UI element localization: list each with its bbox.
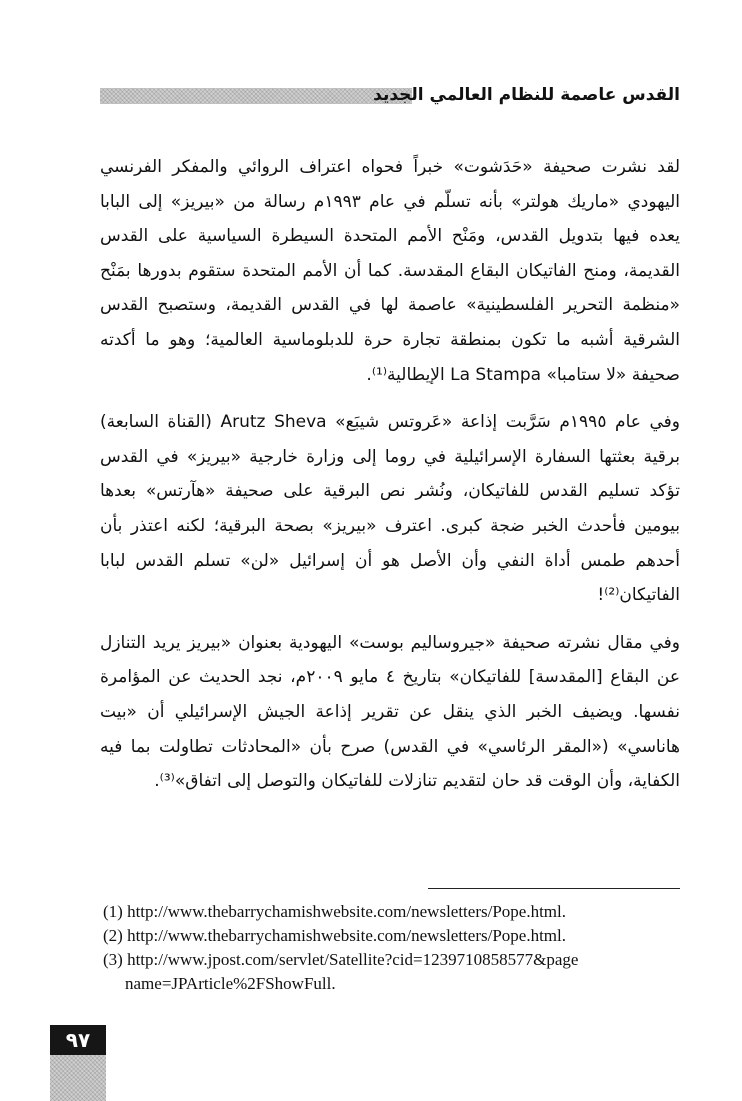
footnote-3-text: (3) http://www.jpost.com/servlet/Satellite?cid=1239710858577&page (103, 950, 579, 969)
body-text (100, 150, 680, 799)
footnote-1 (103, 900, 703, 924)
footnote-3-continuation-text: name=JPArticle%2FShowFull. (125, 974, 336, 993)
footnote-1-text: (1) http://www.thebarrychamishwebsite.com/newsletters/Pope.html. (103, 902, 566, 921)
paragraph-3: وفي مقال نشرته صحيفة «جيروساليم بوست» اليهودية بعنوان «بيريز يريد التنازل عن البقاع [المقدسة] للفاتيكان» بتاريخ ٤ مايو ٢٠٠٩م، نجد الحديث عن المؤامرة نفسها. ويضيف الخبر الذي ينقل عن تقرير إذاعة الجيش الإسرائيلي أن «بيت هاناسي» («المقر الرئاسي» في القدس) صرح بأن «المحادثات تطاولت بما فيه الكفاية، وأن الوقت قد حان لتقديم تنازلات للفاتيكان والتوصل إلى اتفاق»⁽³⁾. (100, 632, 680, 792)
page-number: ٩٧ (50, 1025, 106, 1055)
footnotes (103, 900, 703, 996)
footnote-2-text: (2) http://www.thebarrychamishwebsite.com/newsletters/Pope.html. (103, 926, 566, 945)
header-pattern-bar (100, 88, 412, 104)
header-title: القدس عاصمة للنظام العالمي الجديد (373, 85, 680, 105)
footnote-divider (428, 888, 680, 889)
footnote-2 (103, 924, 703, 948)
footnote-3-continuation (103, 972, 703, 996)
footnote-3 (103, 948, 703, 972)
running-header (100, 82, 680, 108)
paragraph-1: لقد نشرت صحيفة «حَدَشوت» خبراً فحواه اعتراف الروائي والمفكر الفرنسي اليهودي «ماريك هولتر» بأنه تسلّم في عام ١٩٩٣م رسالة من «بيريز» إلى البابا يعده فيها بتدويل القدس، ومَنْح الأمم المتحدة السيطرة السياسية على القدس القديمة، ومنح الفاتيكان البقاع المقدسة. كما أن الأمم المتحدة ستقوم بدورها بمَنْح «منظمة التحرير الفلسطينية» عاصمة لها في القدس القديمة، وستصبح القدس الشرقية أشبه ما تكون بمنطقة تجارة حرة للدبلوماسية العالمية؛ وهو ما أكدته صحيفة «لا ستامبا» La Stampa الإيطالية⁽¹⁾. (100, 157, 681, 385)
page-number-pattern-strip (50, 1055, 106, 1101)
paragraph-2: وفي عام ١٩٩٥م سَرَّبت إذاعة «عَروتس شيبَع» Arutz Sheva (القناة السابعة) برقية بعثتها السفارة الإسرائيلية في روما إلى وزارة خارجية «بيريز» في القدس تؤكد تسليم القدس للفاتيكان، ونُشر نص البرقية على صحيفة «هآرتس» بعدها بيومين فأحدث الخبر ضجة كبرى. اعترف «بيريز» بصحة البرقية؛ لكنه اعتذر بأن أحدهم طمس أداة النفي وأن الأصل هو أن إسرائيل «لن» تسلم القدس لبابا الفاتيكان⁽²⁾! (100, 412, 681, 606)
